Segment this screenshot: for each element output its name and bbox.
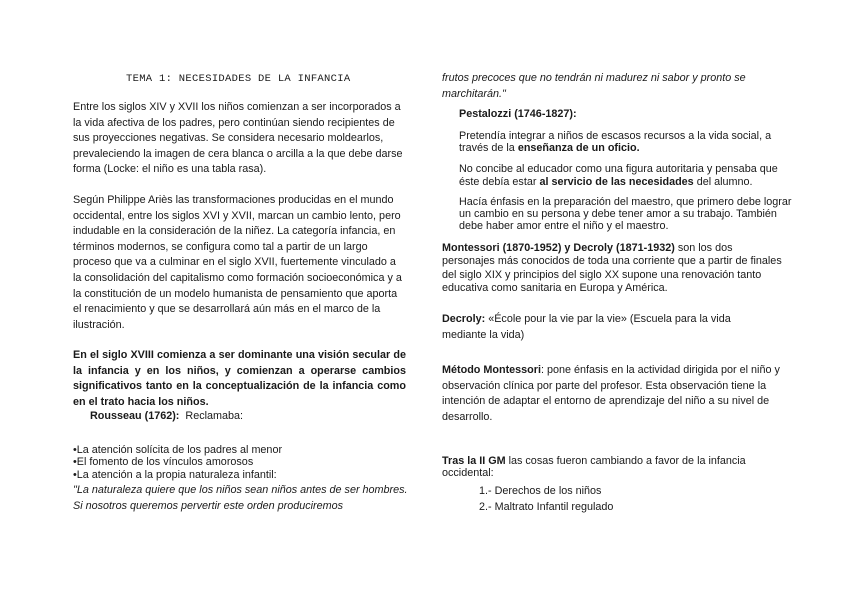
- list-item: 2.- Maltrato Infantil regulado: [479, 500, 614, 513]
- page-title: TEMA 1: NECESIDADES DE LA INFANCIA: [126, 73, 351, 85]
- rousseau-quote: "La naturaleza quiere que los niños sean niños antes de ser hombres. Si nosotros queremos pervertir este orden produciremos: [73, 484, 408, 513]
- metodo-montessori-paragraph: [442, 363, 782, 425]
- pestalozzi-text: del alumno.: [696, 176, 753, 188]
- rousseau-quote-continued: frutos precoces que no tendrán ni madurez ni sabor y pronto se marchitarán.": [442, 72, 746, 100]
- pestalozzi-paragraph-2: [459, 163, 794, 189]
- pestalozzi-paragraph-1: [459, 130, 794, 155]
- rousseau-bullet-list: [73, 444, 408, 514]
- metodo-montessori-heading: Método Montessori: [442, 364, 541, 376]
- list-item: •La atención a la propia naturaleza infantil:: [73, 468, 277, 481]
- metodo-montessori-text: : pone énfasis en la actividad dirigida por el niño y observación clínica por parte del profesor. Esta observación tiene la intención de adaptar el entorno de aprendizaje del niño a su nivel de desarrollo.: [442, 364, 780, 423]
- post-war-heading: Tras la II GM: [442, 455, 506, 467]
- pestalozzi-paragraph-3: Hacía énfasis en la preparación del maestro, que primero debe lograr un cambio en su persona y debe tener amor a su trabajo. También debe haber amor entre el niño y el maestro.: [459, 196, 792, 233]
- pestalozzi-emphasis: enseñanza de un oficio.: [517, 142, 640, 155]
- montessori-decroly-text: son los dos personajes más conocidos de toda una corriente que a partir de finales del siglo XIX y principios del siglo XX supone una renovación tanto educativa como sanitaria en Europa y América.: [442, 242, 782, 295]
- list-item: •El fomento de los vínculos amorosos: [73, 456, 254, 469]
- rights-list: [479, 484, 613, 515]
- pestalozzi-emphasis: al servicio de las necesidades: [539, 176, 694, 188]
- list-item: •La atención solícita de los padres al menor: [73, 444, 283, 456]
- decroly-text: (Escuela para la vida mediante la vida): [442, 313, 731, 341]
- montessori-decroly-heading: Montessori (1870-1952) y Decroly (1871-1932): [442, 242, 675, 254]
- post-war-paragraph: [442, 455, 772, 480]
- paragraph-siglo-xviii: En el siglo XVIII comienza a ser dominante una visión secular de la infancia y en los niños, y comienzan a operarse cambios significativos tanto en la conceptualización de la infancia como en el trato hacia los niños.: [73, 349, 406, 408]
- paragraph-aries: Según Philippe Ariès las transformaciones producidas en el mundo occidental, entre los siglos XVI y XVII, marcan un cambio lento, pero indudable en la consideración de la niñez. La categoría infancia, en términos modernos, se configura como tal a partir de un largo proceso que va a culminar en el siglo XVII, fuertemente vinculado a la consolidación del capitalismo como formación socioeconómica y a la constitución de un modelo humanista de pensamiento que aporta el renacimiento y que se desarrollará aún más en el marco de la ilustración.: [73, 194, 402, 331]
- rousseau-text: Reclamaba:: [185, 410, 244, 422]
- rousseau-heading: Rousseau (1762):: [90, 410, 180, 422]
- list-item: 1.- Derechos de los niños: [479, 485, 602, 497]
- pestalozzi-text: No concibe al educador como una figura autoritaria y pensaba que éste debía estar: [459, 163, 778, 188]
- decroly-quote: «École pour la vie par la vie»: [488, 313, 627, 325]
- pestalozzi-text: Pretendía integrar a niños de escasos recursos a la vida social, a través de la: [459, 130, 772, 155]
- pestalozzi-heading: Pestalozzi (1746-1827):: [459, 108, 577, 120]
- montessori-decroly-paragraph: [442, 242, 787, 296]
- decroly-heading: Decroly:: [442, 313, 486, 325]
- decroly-paragraph: [442, 312, 777, 343]
- paragraph-locke: Entre los siglos XIV y XVII los niños comienzan a ser incorporados a la vida afectiva de los padres, pero continúan siendo recipientes de sus proyecciones negativas. Se considera necesario moldearlos, prevaleciendo la imagen de cera blanca o arcilla a la que debe darse forma (Locke: el niño es una tabla rasa).: [73, 101, 403, 176]
- post-war-text: las cosas fueron cambiando a favor de la infancia occidental:: [442, 455, 746, 480]
- rousseau-line: [90, 409, 243, 425]
